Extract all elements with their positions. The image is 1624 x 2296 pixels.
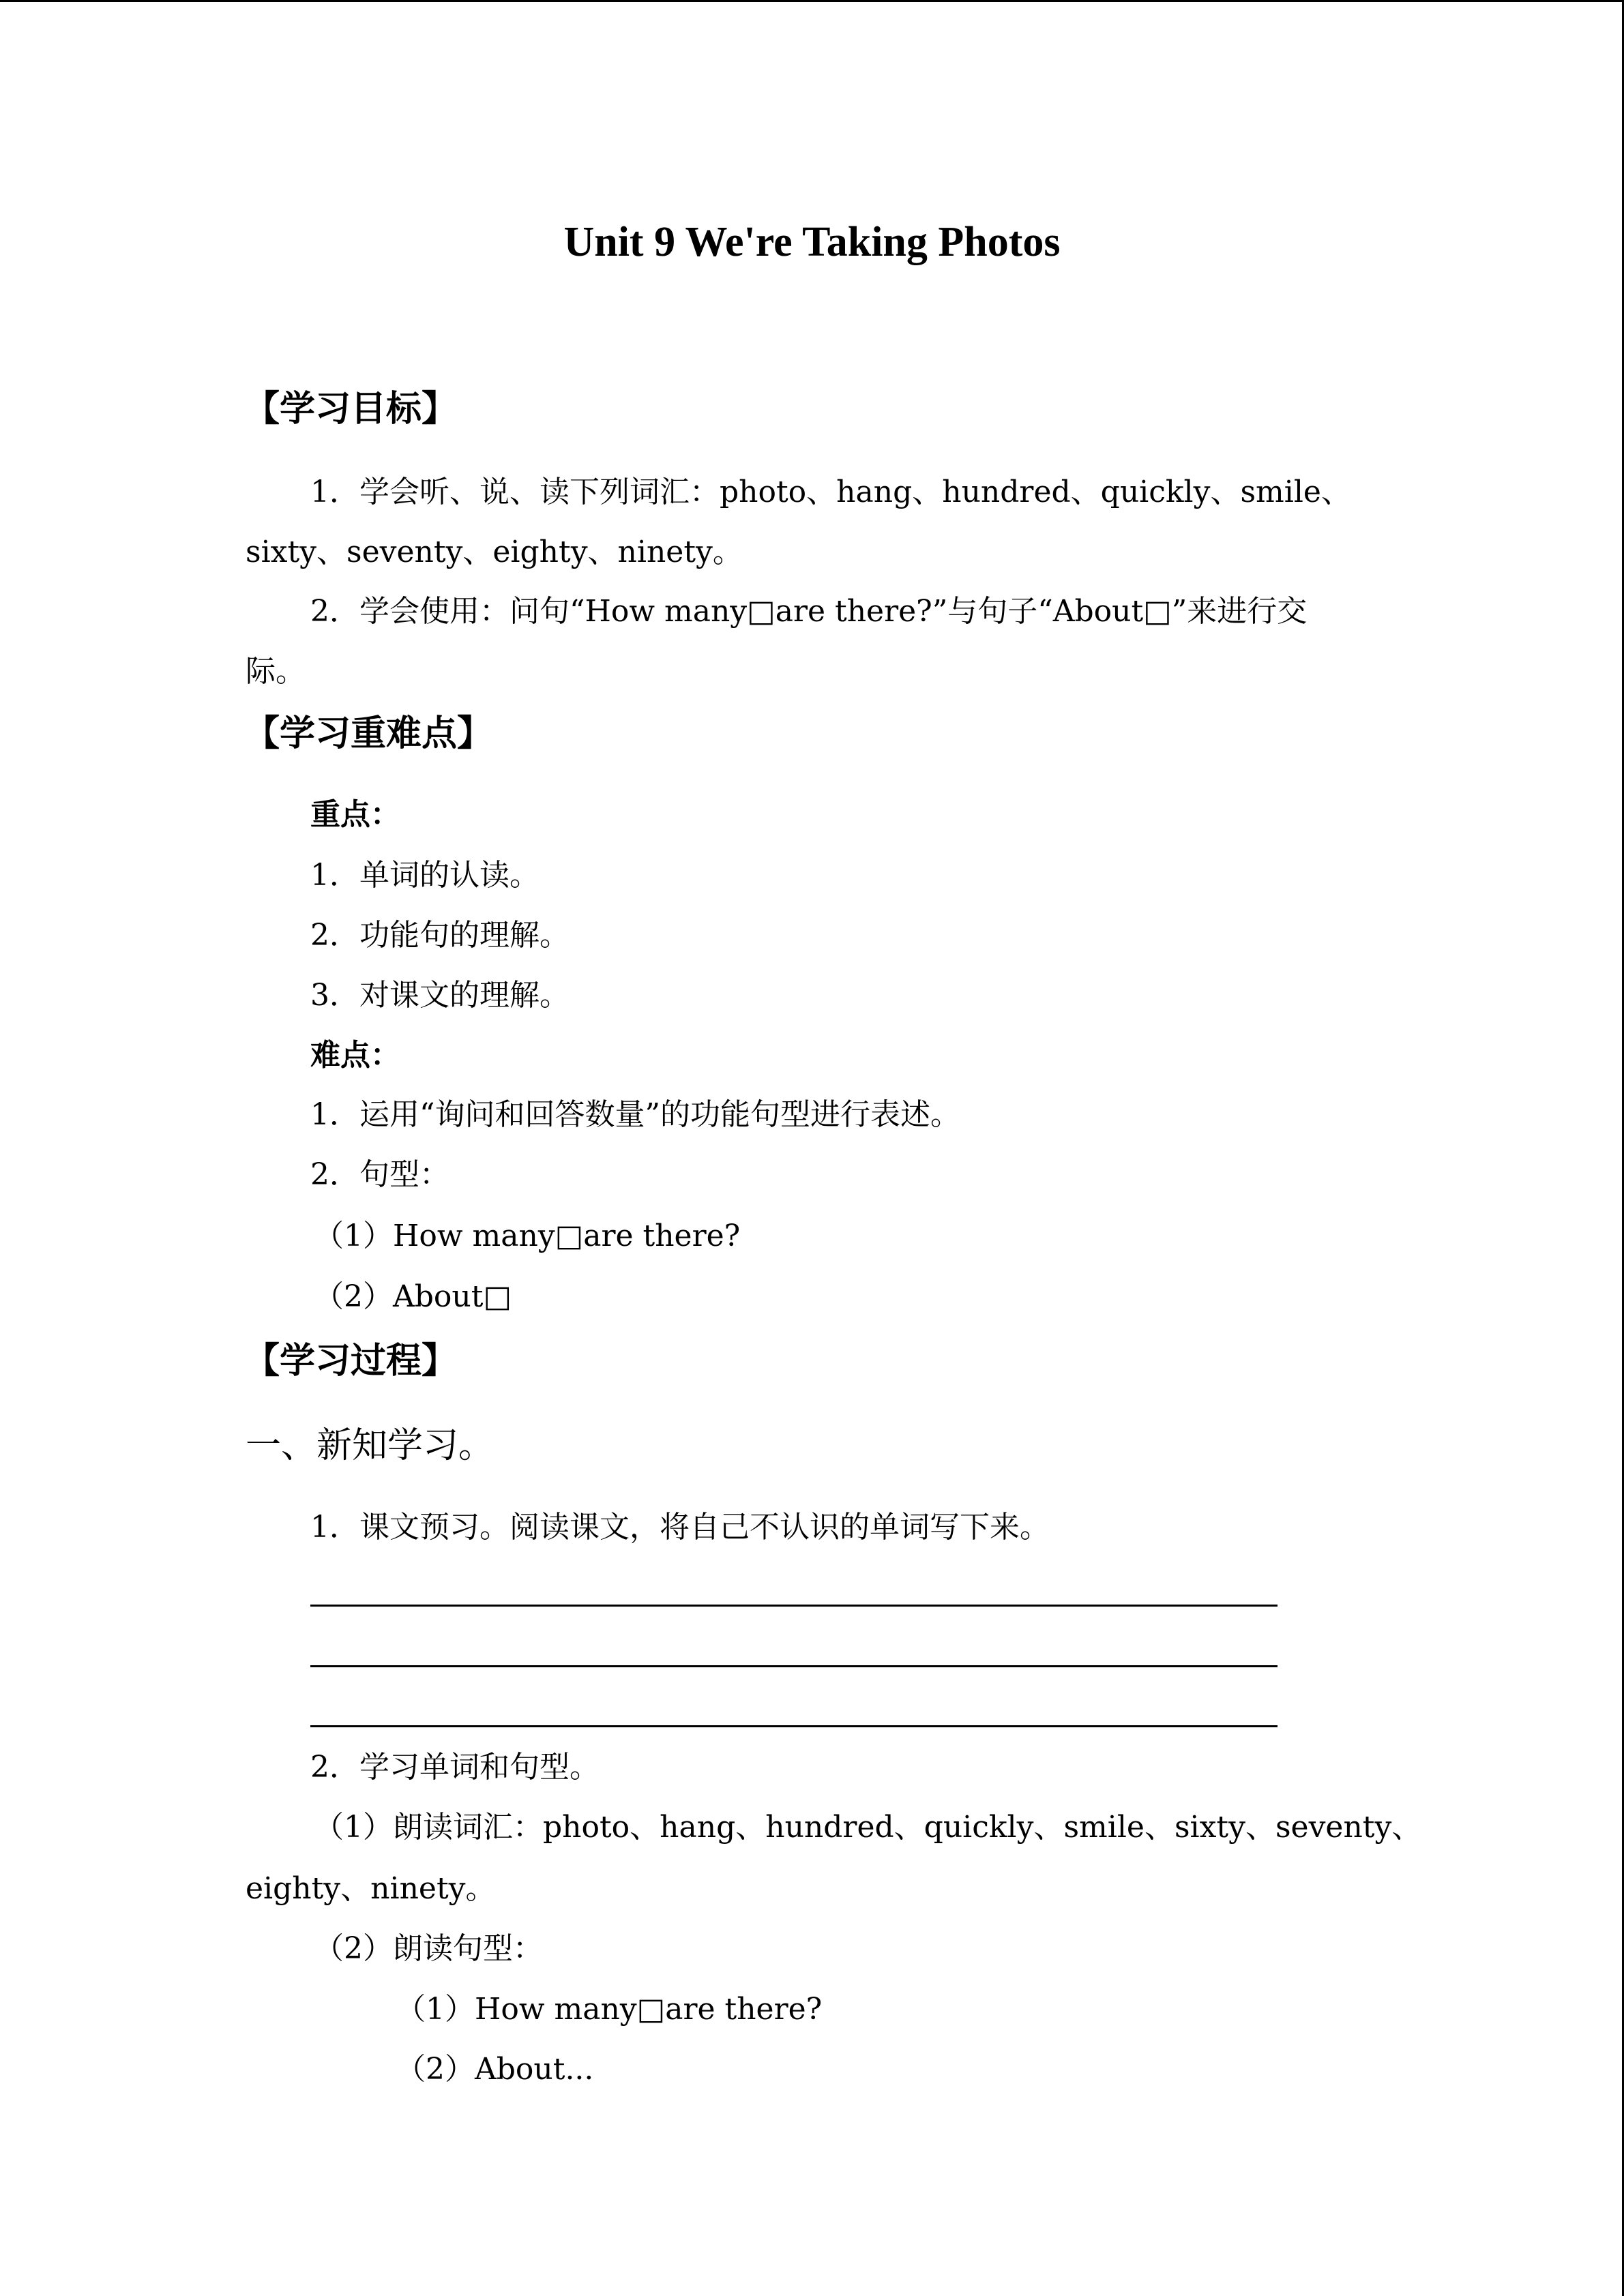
objective-2-line-1: 2．学会使用：问句“How many□are there?”与句子“About□”来进行交 xyxy=(310,594,1308,629)
key-item-2: 2．功能句的理解。 xyxy=(310,918,570,953)
difficult-item-1: 1．运用“询问和回答数量”的功能句型进行表述。 xyxy=(310,1097,960,1132)
objective-1-line-2: sixty、seventy、eighty、ninety。 xyxy=(246,535,743,569)
read-words-line-1: （1）朗读词汇：photo、hang、hundred、quickly、smile、sixty、seventy、 xyxy=(314,1810,1422,1845)
objectives-heading: 【学习目标】 xyxy=(244,388,458,430)
page-title: Unit 9 We're Taking Photos xyxy=(563,219,1061,265)
process-heading: 【学习过程】 xyxy=(244,1340,458,1382)
read-words-line-2: eighty、ninety。 xyxy=(246,1871,496,1906)
difficult-label: 难点： xyxy=(310,1038,400,1073)
pattern-1: （1）How many□are there? xyxy=(314,1219,741,1253)
sentence-item-1: （1）How many□are there? xyxy=(396,1992,823,2027)
page-top-border xyxy=(0,0,1624,2)
key-item-1: 1．单词的认读。 xyxy=(310,858,540,893)
key-label: 重点： xyxy=(310,797,400,832)
sentence-item-2: （2）About... xyxy=(396,2052,594,2087)
read-sentences: （2）朗读句型： xyxy=(314,1931,543,1966)
part-1-title: 一、新知学习。 xyxy=(246,1425,494,1466)
step-1: 1．课文预习。阅读课文，将自己不认识的单词写下来。 xyxy=(310,1510,1050,1545)
answer-line-3[interactable] xyxy=(310,1725,1278,1727)
key-item-3: 3．对课文的理解。 xyxy=(310,978,570,1013)
step-2: 2．学习单词和句型。 xyxy=(310,1750,600,1785)
objective-1-line-1: 1．学会听、说、读下列词汇：photo、hang、hundred、quickly、smile、 xyxy=(310,475,1351,509)
answer-line-2[interactable] xyxy=(310,1665,1278,1667)
pattern-2: （2）About□ xyxy=(314,1279,512,1314)
answer-line-1[interactable] xyxy=(310,1605,1278,1607)
keypoints-heading: 【学习重难点】 xyxy=(244,713,493,754)
difficult-item-2: 2．句型： xyxy=(310,1157,449,1192)
objective-2-line-2: 际。 xyxy=(246,654,306,689)
